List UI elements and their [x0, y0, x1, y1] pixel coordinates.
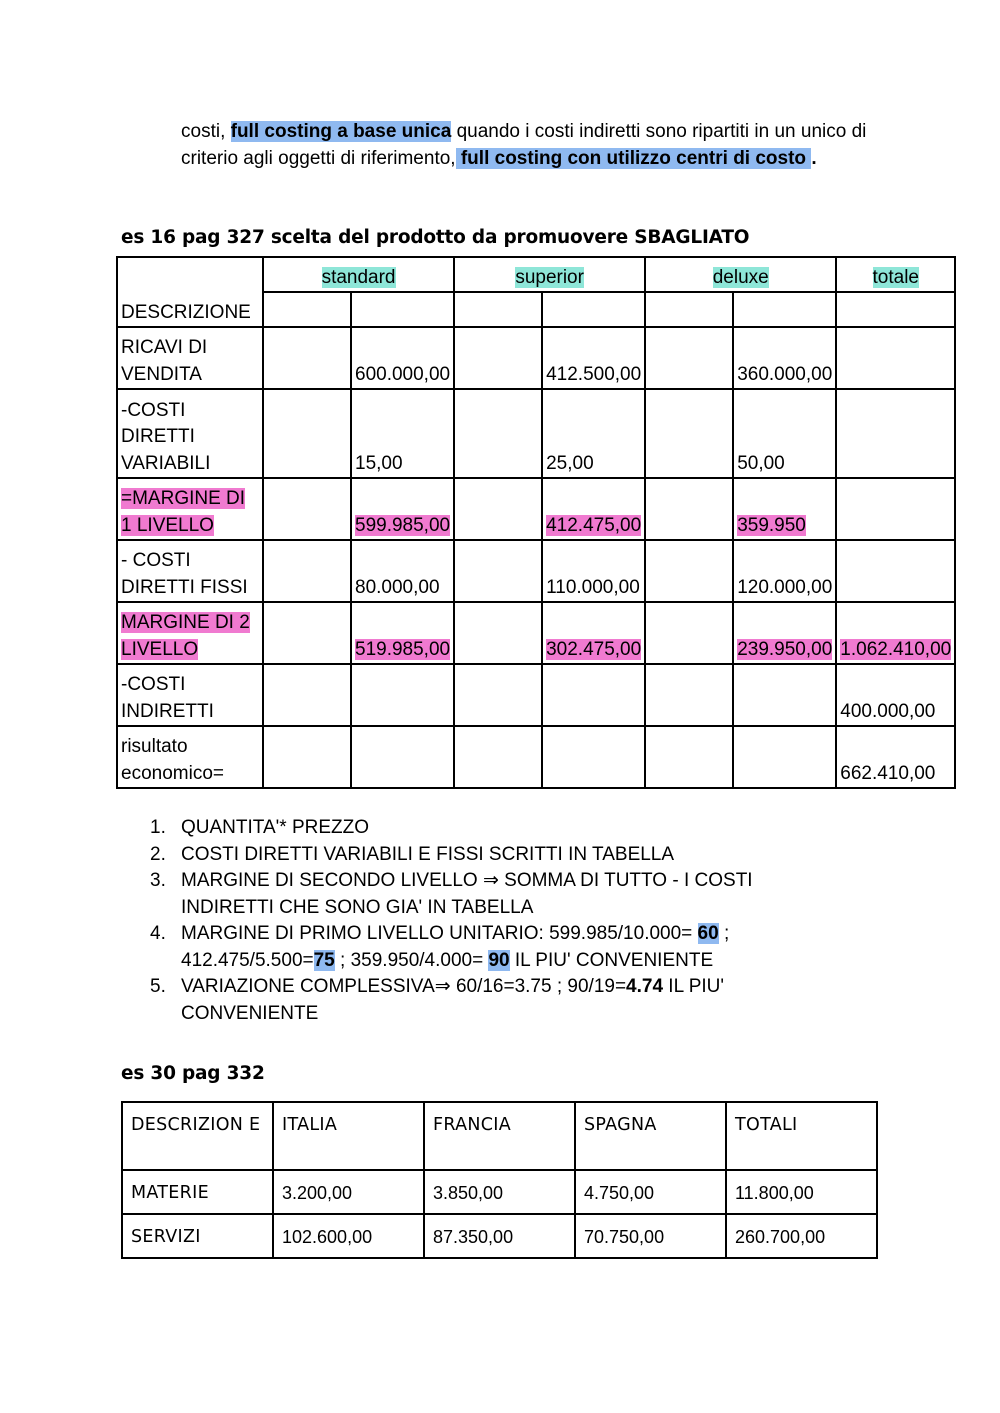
- table-cell: 70.750,00: [575, 1214, 726, 1258]
- table-cell: [836, 389, 955, 478]
- table-cell: 3.850,00: [424, 1170, 575, 1214]
- list-text: QUANTITA'* PREZZO: [181, 817, 370, 838]
- table-cell: [263, 540, 351, 602]
- table-row-label: -COSTI INDIRETTI: [117, 664, 263, 726]
- table-cell: [542, 726, 645, 788]
- table-cell: [454, 292, 542, 327]
- table-row: [122, 1214, 877, 1258]
- list-text: ; 412.475/5.500=: [181, 923, 730, 971]
- intro-text: costi,: [181, 121, 231, 142]
- list-number: 4.: [150, 923, 166, 944]
- table-row: [117, 726, 955, 788]
- table-row-label: -COSTI DIRETTI VARIABILI: [117, 389, 263, 478]
- table-cell: [454, 327, 542, 389]
- table-cell: [733, 726, 836, 788]
- highlight-value: 60: [697, 923, 719, 944]
- table-cell: [263, 389, 351, 478]
- table-cell: [645, 602, 733, 664]
- column-header-standard: standard: [263, 257, 454, 292]
- table-cell: 120.000,00: [733, 540, 836, 602]
- table-cell: [645, 726, 733, 788]
- table-row-label: - COSTI DIRETTI FISSI: [117, 540, 263, 602]
- table-cell: [836, 478, 955, 540]
- table-cell: [454, 664, 542, 726]
- table-cell: [454, 602, 542, 664]
- steps-list: [150, 815, 850, 1027]
- column-header: DESCRIZION E: [122, 1102, 273, 1170]
- table-cell: [351, 726, 454, 788]
- table-cell: [263, 292, 351, 327]
- table-cell: 360.000,00: [733, 327, 836, 389]
- table-cell: 4.750,00: [575, 1170, 726, 1214]
- table-cell: 400.000,00: [836, 664, 955, 726]
- table-cell: [542, 664, 645, 726]
- table-cell: 662.410,00: [836, 726, 955, 788]
- table-row: [117, 540, 955, 602]
- list-item: [150, 815, 850, 842]
- list-number: 5.: [150, 976, 166, 997]
- table-cell: [836, 327, 955, 389]
- column-header: SPAGNA: [575, 1102, 726, 1170]
- table-cell: [263, 664, 351, 726]
- table-cell: 80.000,00: [351, 540, 454, 602]
- intro-text: quando i costi indiretti sono ripartiti in un unico di criterio agli oggetti di riferimento,: [181, 121, 867, 169]
- table-cell: [351, 664, 454, 726]
- section-heading-es30: es 30 pag 332: [121, 1063, 265, 1084]
- table-cell: [263, 327, 351, 389]
- table-row-label: MATERIE: [122, 1170, 273, 1214]
- table-cell: [733, 292, 836, 327]
- margin-table: [116, 256, 956, 789]
- highlight-value: 75: [313, 949, 335, 971]
- table-cell: 260.700,00: [726, 1214, 877, 1258]
- table-row-label: RICAVI DI VENDITA: [117, 327, 263, 389]
- highlight-full-costing-centri: full costing con utilizzo centri di costo: [455, 147, 812, 169]
- section-heading-es16: es 16 pag 327 scelta del prodotto da promuovere SBAGLIATO: [121, 227, 750, 248]
- table-cell: 15,00: [351, 389, 454, 478]
- table-cell: 3.200,00: [273, 1170, 424, 1214]
- table-cell: 519.985,00: [351, 602, 454, 664]
- list-number: 2.: [150, 843, 166, 865]
- table-cell: [645, 664, 733, 726]
- table-row: [117, 664, 955, 726]
- list-text: VARIAZIONE COMPLESSIVA⇒ 60/16=3.75 ; 90/19=: [181, 976, 627, 997]
- table-cell: 412.475,00: [542, 478, 645, 540]
- table-cell: 412.500,00: [542, 327, 645, 389]
- bold-value: 4.74: [626, 976, 664, 997]
- intro-text: .: [811, 147, 817, 169]
- table-cell: [351, 292, 454, 327]
- table-cell: [645, 540, 733, 602]
- table-cell: [733, 664, 836, 726]
- list-text: IL PIU' CONVENIENTE: [509, 949, 714, 971]
- table-cell: 599.985,00: [351, 478, 454, 540]
- costs-table: [121, 1101, 878, 1259]
- table-cell: [263, 478, 351, 540]
- column-header: TOTALI: [726, 1102, 877, 1170]
- list-text: IL PIU' CONVENIENTE: [181, 976, 725, 1024]
- table-row: [117, 602, 955, 664]
- table-cell: 1.062.410,00: [836, 602, 955, 664]
- list-item: [150, 842, 850, 869]
- table-cell: [836, 292, 955, 327]
- list-text: COSTI DIRETTI VARIABILI E FISSI SCRITTI IN TABELLA: [181, 843, 675, 865]
- column-header-superior: superior: [454, 257, 645, 292]
- table-row-label: =MARGINE DI 1 LIVELLO: [117, 478, 263, 540]
- table-cell: [263, 602, 351, 664]
- table-cell: [454, 389, 542, 478]
- table-cell: [454, 540, 542, 602]
- table-row: [117, 478, 955, 540]
- table-cell: [836, 540, 955, 602]
- table-cell: [454, 478, 542, 540]
- table-cell: 102.600,00: [273, 1214, 424, 1258]
- highlight-value: 90: [488, 949, 510, 971]
- intro-paragraph: [181, 119, 881, 172]
- table-cell: 11.800,00: [726, 1170, 877, 1214]
- table-cell: 239.950,00: [733, 602, 836, 664]
- table-row-label: risultato economico=: [117, 726, 263, 788]
- table-cell: [263, 726, 351, 788]
- table-cell: 600.000,00: [351, 327, 454, 389]
- table-cell: [645, 389, 733, 478]
- list-text: MARGINE DI PRIMO LIVELLO UNITARIO: 599.985/10.000=: [181, 923, 698, 944]
- list-number: 1.: [150, 817, 166, 838]
- table-cell: 110.000,00: [542, 540, 645, 602]
- table-header-row: [122, 1102, 877, 1170]
- table-row: [122, 1170, 877, 1214]
- list-item: [150, 921, 850, 974]
- table-cell: [645, 327, 733, 389]
- list-item: [150, 868, 850, 921]
- column-header-totale: totale: [836, 257, 955, 292]
- column-header-deluxe: deluxe: [645, 257, 836, 292]
- table-cell: 302.475,00: [542, 602, 645, 664]
- table-row-label: MARGINE DI 2 LIVELLO: [117, 602, 263, 664]
- table-row: [117, 389, 955, 478]
- column-header: ITALIA: [273, 1102, 424, 1170]
- table-cell: [645, 292, 733, 327]
- list-item: [150, 974, 850, 1027]
- table-cell: [542, 292, 645, 327]
- table-cell: [454, 726, 542, 788]
- table-row: [117, 327, 955, 389]
- table-row-label: SERVIZI: [122, 1214, 273, 1258]
- highlight-full-costing-base-unica: full costing a base unica: [230, 121, 452, 142]
- table-cell: 359.950: [733, 478, 836, 540]
- list-text: ; 359.950/4.000=: [334, 949, 489, 971]
- column-header: FRANCIA: [424, 1102, 575, 1170]
- table-cell: 25,00: [542, 389, 645, 478]
- table-cell: [645, 478, 733, 540]
- list-text: MARGINE DI SECONDO LIVELLO ⇒ SOMMA DI TUTTO - I COSTI INDIRETTI CHE SONO GIA' IN TABELLA: [181, 870, 753, 918]
- table-row-label: DESCRIZIONE: [117, 257, 263, 327]
- list-number: 3.: [150, 870, 166, 891]
- table-cell: 50,00: [733, 389, 836, 478]
- table-cell: 87.350,00: [424, 1214, 575, 1258]
